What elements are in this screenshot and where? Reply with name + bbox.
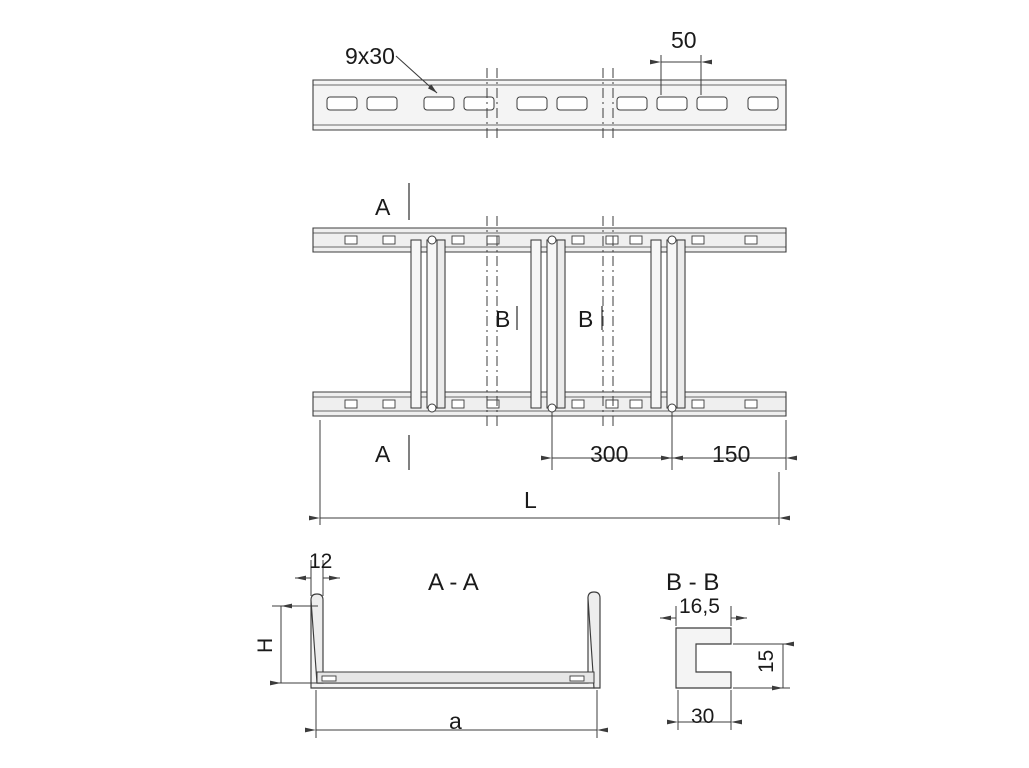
label-dim-30: 30 xyxy=(691,705,715,728)
label-section-b-left: B xyxy=(495,306,511,332)
label-section-b-right: B xyxy=(578,306,594,332)
label-dim-a: a xyxy=(449,708,462,734)
label-dim-L: L xyxy=(524,487,537,513)
label-dim-150: 150 xyxy=(712,441,751,467)
label-view-bb: B - B xyxy=(666,569,720,596)
label-section-a-bottom: A xyxy=(375,441,391,467)
label-dim-15: 15 xyxy=(755,649,778,673)
label-dim-300: 300 xyxy=(590,441,629,467)
label-slot-size: 9x30 xyxy=(345,43,395,69)
label-section-a-top: A xyxy=(375,194,391,220)
label-dim-H: H xyxy=(254,637,277,653)
label-pitch-50: 50 xyxy=(671,27,697,53)
label-dim-12: 12 xyxy=(309,550,333,573)
label-view-aa: A - A xyxy=(428,569,479,596)
label-dim-16-5: 16,5 xyxy=(679,595,720,618)
